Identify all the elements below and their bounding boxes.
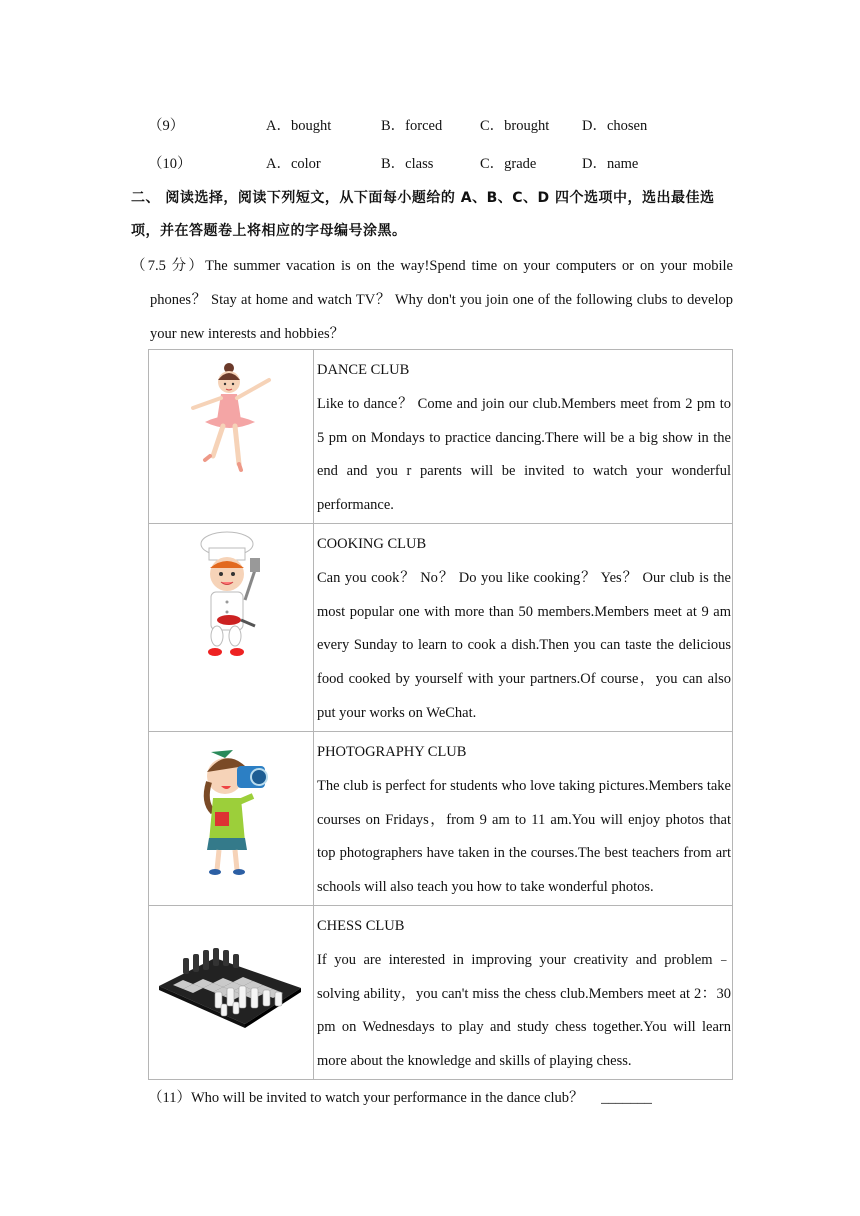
score-label: （7.5 分） [131, 258, 206, 274]
option-b: B．class [381, 156, 434, 172]
option-c: C．brought [480, 118, 550, 134]
option-d: D．chosen [582, 118, 648, 134]
club-name: COOKING CLUB [317, 535, 427, 552]
option-c: C．grade [480, 156, 537, 172]
photographer-icon [199, 742, 289, 882]
passage-intro [131, 249, 733, 351]
question-11 [148, 1086, 652, 1107]
option-b: B．forced [381, 118, 443, 134]
intro-text: The summer vacation is on the way!Spend time on your computers or on your mobile phones？ Stay at home and watch TV？ Why don't you join one of the following clubs to develop your new interests and hobbies？ [150, 258, 733, 342]
club-description: Like to dance？ Come and join our club.Members meet from 2 pm to 5 pm on Mondays to practice dancing.There will be a big show in the end and you r parents will be invited to watch your wonderful performance. [317, 395, 731, 514]
club-name: DANCE CLUB [317, 362, 410, 378]
club-text-cell [314, 350, 733, 524]
question-number: （10） [148, 156, 192, 172]
section-heading: 二、 阅读选择，阅读下列短文，从下面每小题给的 A、B、C、D 四个选项中，选出最佳选项，并在答题卷上将相应的字母编号涂黑。 [131, 190, 715, 239]
club-description: If you are interested in improving your creativity and problem﹣solving ability，you can't miss the chess club.Members meet at 2：30 pm on Wednesdays to play and study chess together.You will learn more about the knowledge and skills of playing chess. [317, 951, 731, 1070]
option-d: D．name [582, 156, 639, 172]
option-a: A．color [266, 156, 321, 172]
chef-icon [187, 530, 277, 665]
club-description: The club is perfect for students who love taking pictures.Members take courses on Fridays，from 9 am to 11 am.You will enjoy photos that top photographers have taken in the courses.The best teachers from art schools will also teach you how to take wonderful photos. [317, 777, 731, 896]
chessboard-icon [155, 928, 305, 1038]
question-number: （9） [148, 118, 185, 134]
clubs-table [148, 349, 733, 1080]
option-a: A．bought [266, 118, 332, 134]
question-text: （11）Who will be invited to watch your performance in the dance club？ [148, 1090, 584, 1106]
club-text-cell [314, 905, 733, 1079]
club-text-cell [314, 523, 733, 731]
answer-blank[interactable]: _______ [601, 1090, 652, 1106]
club-image-cell [149, 523, 314, 731]
table-row [149, 350, 733, 524]
club-name: PHOTOGRAPHY CLUB [317, 743, 467, 760]
table-row [149, 905, 733, 1079]
club-text-cell [314, 731, 733, 905]
ballerina-icon [183, 360, 283, 480]
club-image-cell [149, 350, 314, 524]
question-9-row [0, 114, 860, 136]
club-image-cell [149, 731, 314, 905]
club-name: CHESS CLUB [317, 917, 405, 934]
question-10-row [0, 152, 860, 174]
club-image-cell [149, 905, 314, 1079]
table-row [149, 731, 733, 905]
club-description: Can you cook？ No？ Do you like cooking？ Yes？ Our club is the most popular one with more than 50 members.Members meet at 9 am every Sunday to learn to cook a dish.Then you can taste the delicious food cooked by yourself with your partners.Of course，you can also put your works on WeChat. [317, 569, 731, 721]
table-row [149, 523, 733, 731]
